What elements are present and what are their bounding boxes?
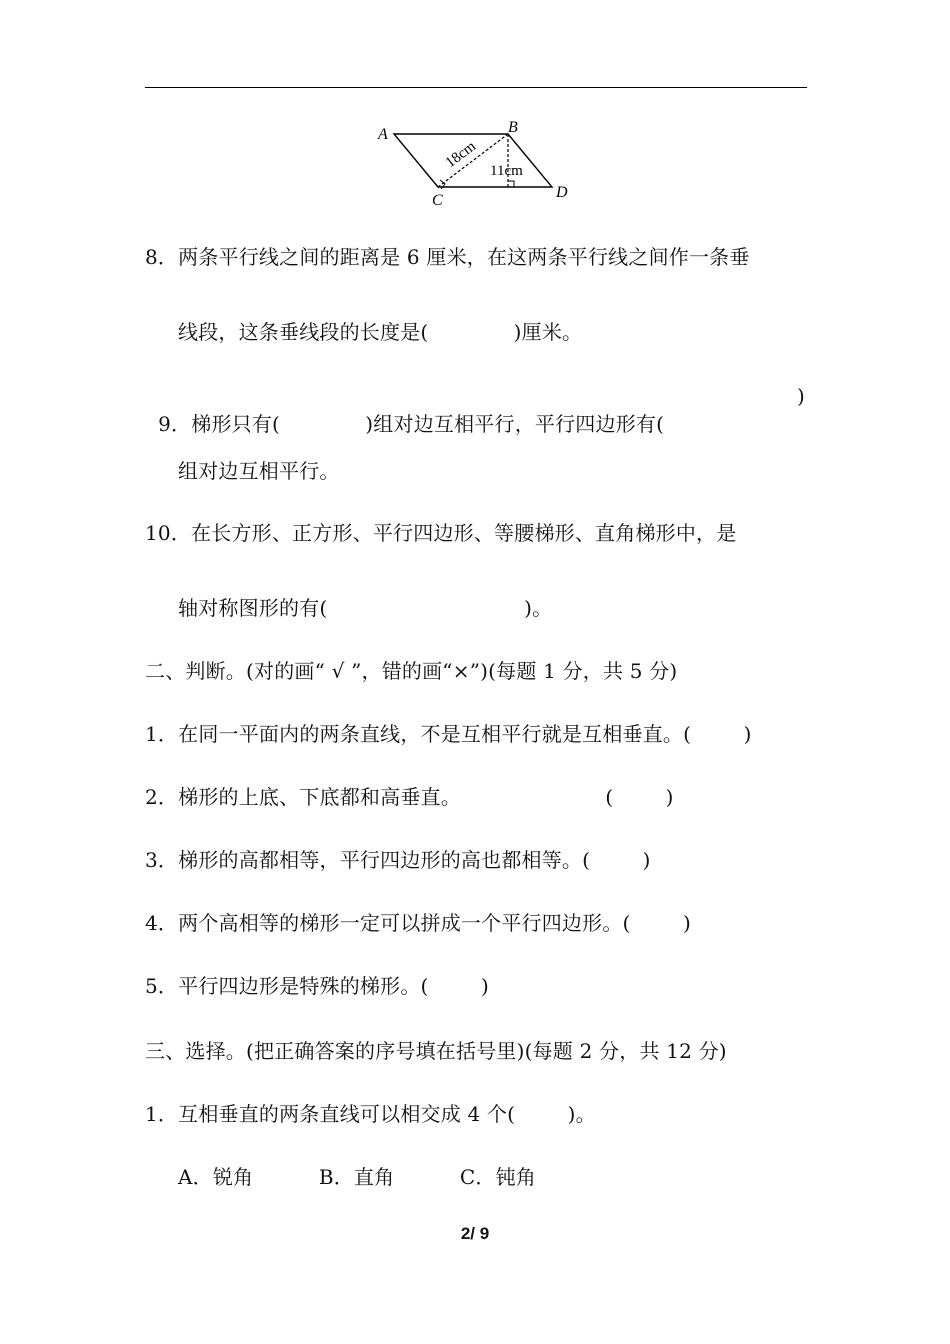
q10-line1: 10．在长方形、正方形、平行四边形、等腰梯形、直角梯形中，是 — [145, 521, 737, 545]
page-number: 2/ 9 — [460, 1224, 490, 1243]
section2-title: 二、判断。(对的画“ √ ”，错的画“×”)(每题 1 分，共 5 分) — [145, 659, 678, 683]
label-a: A — [378, 126, 388, 143]
section3-q1: 1．互相垂直的两条直线可以相交成 4 个( )。 — [145, 1102, 596, 1126]
label-d: D — [556, 184, 568, 201]
label-c: C — [432, 192, 443, 209]
header-rule — [145, 87, 807, 88]
q8-line2: 线段，这条垂线段的长度是( )厘米。 — [178, 320, 583, 344]
section3-title: 三、选择。(把正确答案的序号填在括号里)(每题 2 分，共 12 分) — [145, 1039, 727, 1063]
section2-item-3: 3．梯形的高都相等，平行四边形的高也都相等。( ) — [145, 848, 651, 872]
section2-item-1: 1．在同一平面内的两条直线，不是互相平行就是互相垂直。( ) — [145, 722, 752, 746]
q10-line2: 轴对称图形的有( )。 — [178, 596, 553, 620]
q9-line1 — [145, 382, 664, 438]
section2-item-5: 5．平行四边形是特殊的梯形。( ) — [145, 974, 489, 998]
q9-line1-close-paren: ) — [797, 384, 806, 408]
section3-q1-options: A．锐角 B．直角 C．钝角 — [178, 1165, 536, 1189]
right-angle-mark-d — [508, 181, 514, 187]
parallelogram-shape — [394, 134, 552, 187]
q9-line1-text: 9．梯形只有( )组对边互相平行，平行四边形有( — [158, 412, 665, 436]
diagonal-measure: 18cm — [442, 138, 480, 172]
height-measure: 11cm — [490, 163, 523, 179]
q8-line1: 8．两条平行线之间的距离是 6 厘米，在这两条平行线之间作一条垂 — [145, 245, 750, 269]
section2-item-4: 4．两个高相等的梯形一定可以拼成一个平行四边形。( ) — [145, 911, 691, 935]
label-b: B — [508, 119, 518, 136]
section2-item-2: 2．梯形的上底、下底都和高垂直。 ( ) — [145, 785, 674, 809]
q9-line2: 组对边互相平行。 — [178, 459, 340, 483]
parallelogram-figure — [370, 112, 590, 212]
